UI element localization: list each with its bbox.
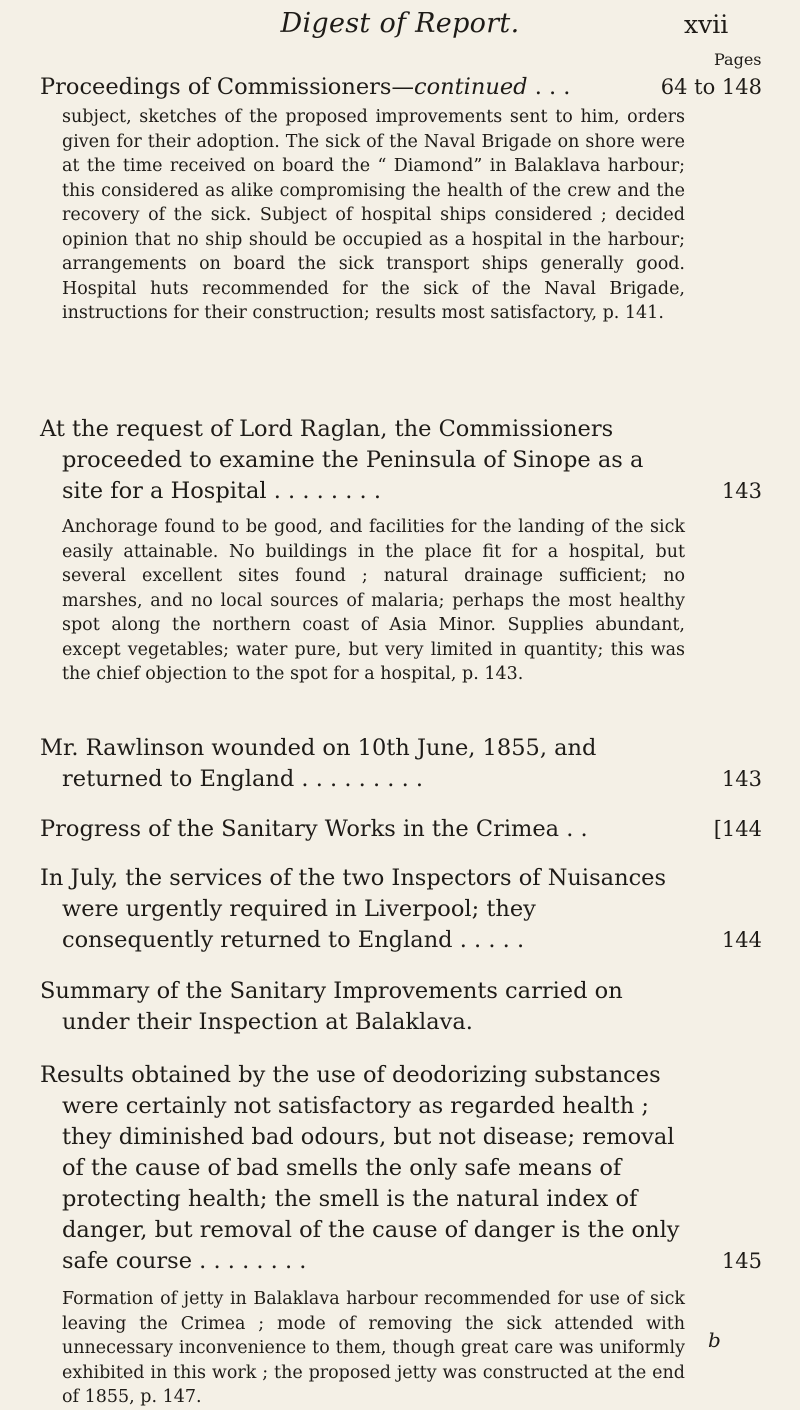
entry-heading: Proceedings of Commissioners—continued . . .	[40, 74, 571, 100]
page-number-roman: xvii	[684, 10, 729, 39]
entry-sinope	[40, 414, 780, 687]
entry-pages: 145	[721, 1249, 762, 1273]
entry-pages: [144	[713, 817, 762, 841]
entry-summary: Formation of jetty in Balaklava harbour recommended for use of sick leaving the Crimea ; mode of removing the sick attended with unnecessary inconvenience to them, though great care was uniformly exhibited in this work ; the proposed jetty was constructed at the end of 1855, p. 147.	[62, 1289, 685, 1407]
entry-pages: 64 to 148	[660, 75, 762, 99]
entry-deodorizing	[40, 1060, 780, 1410]
entry-heading: At the request of Lord Raglan, the Commissioners proceeded to examine the Peninsula of Sinope as a site for a Hospital . . . . . . . .	[40, 416, 644, 504]
dot-leader: . . .	[527, 74, 571, 100]
entry-rawlinson	[40, 733, 780, 795]
pages-column-label: Pages	[714, 50, 762, 69]
entry-pages: 143	[721, 767, 762, 791]
entry-summary: Anchorage found to be good, and facilities for the landing of the sick easily attainable. No buildings in the place fit for a hospital, but several excellent sites found ; natural drainage sufficient; no marshes, and no local sources of malaria; perhaps the most healthy spot along the northern coast of Asia Minor. Supplies abundant, except vegetables; water pure, but very limited in quantity; this was the chief objection to the spot for a hospital, p. 143.	[62, 517, 685, 684]
entry-heading: Results obtained by the use of deodorizing substances were certainly not satisfactory as regarded health ; they diminished bad odours, but not disease; removal of the cause of bad smells the only safe means of protecting health; the smell is the natural index of danger, but removal of the cause of danger is the only safe course . . . . . . . .	[40, 1062, 680, 1274]
heading-italic: continued	[413, 74, 528, 100]
entry-summary-improvements	[40, 976, 780, 1038]
signature-mark: b	[708, 1328, 721, 1352]
entry-proceedings	[40, 72, 780, 326]
entry-pages: 144	[721, 928, 762, 952]
running-header-title: Digest of Report.	[280, 8, 520, 39]
entry-summary: subject, sketches of the proposed improvements sent to him, orders given for their adoption. The sick of the Naval Brigade on shore were at the time received on board the “ Diamond” in Balaklava harbour; this considered as alike compromising the health of the crew and the recovery of the sick. Subject of hospital ships considered ; decided opinion that no ship should be occupied as a hospital in the harbour; arrangements on board the sick transport ships generally good. Hospital huts recommended for the sick of the Naval Brigade, instructions for their construction; results most satisfactory, p. 141.	[62, 107, 685, 323]
entry-pages: 143	[721, 479, 762, 503]
entry-inspectors	[40, 863, 780, 956]
entry-progress	[40, 814, 780, 845]
entry-heading: Summary of the Sanitary Improvements carried on under their Inspection at Balaklava.	[40, 978, 623, 1035]
entry-heading: Mr. Rawlinson wounded on 10th June, 1855, and returned to England . . . . . . . . .	[40, 735, 597, 792]
entry-heading: Progress of the Sanitary Works in the Crimea . .	[40, 816, 588, 842]
entry-heading: In July, the services of the two Inspectors of Nuisances were urgently required in Liverpool; they consequently returned to England . . . . .	[40, 865, 667, 953]
